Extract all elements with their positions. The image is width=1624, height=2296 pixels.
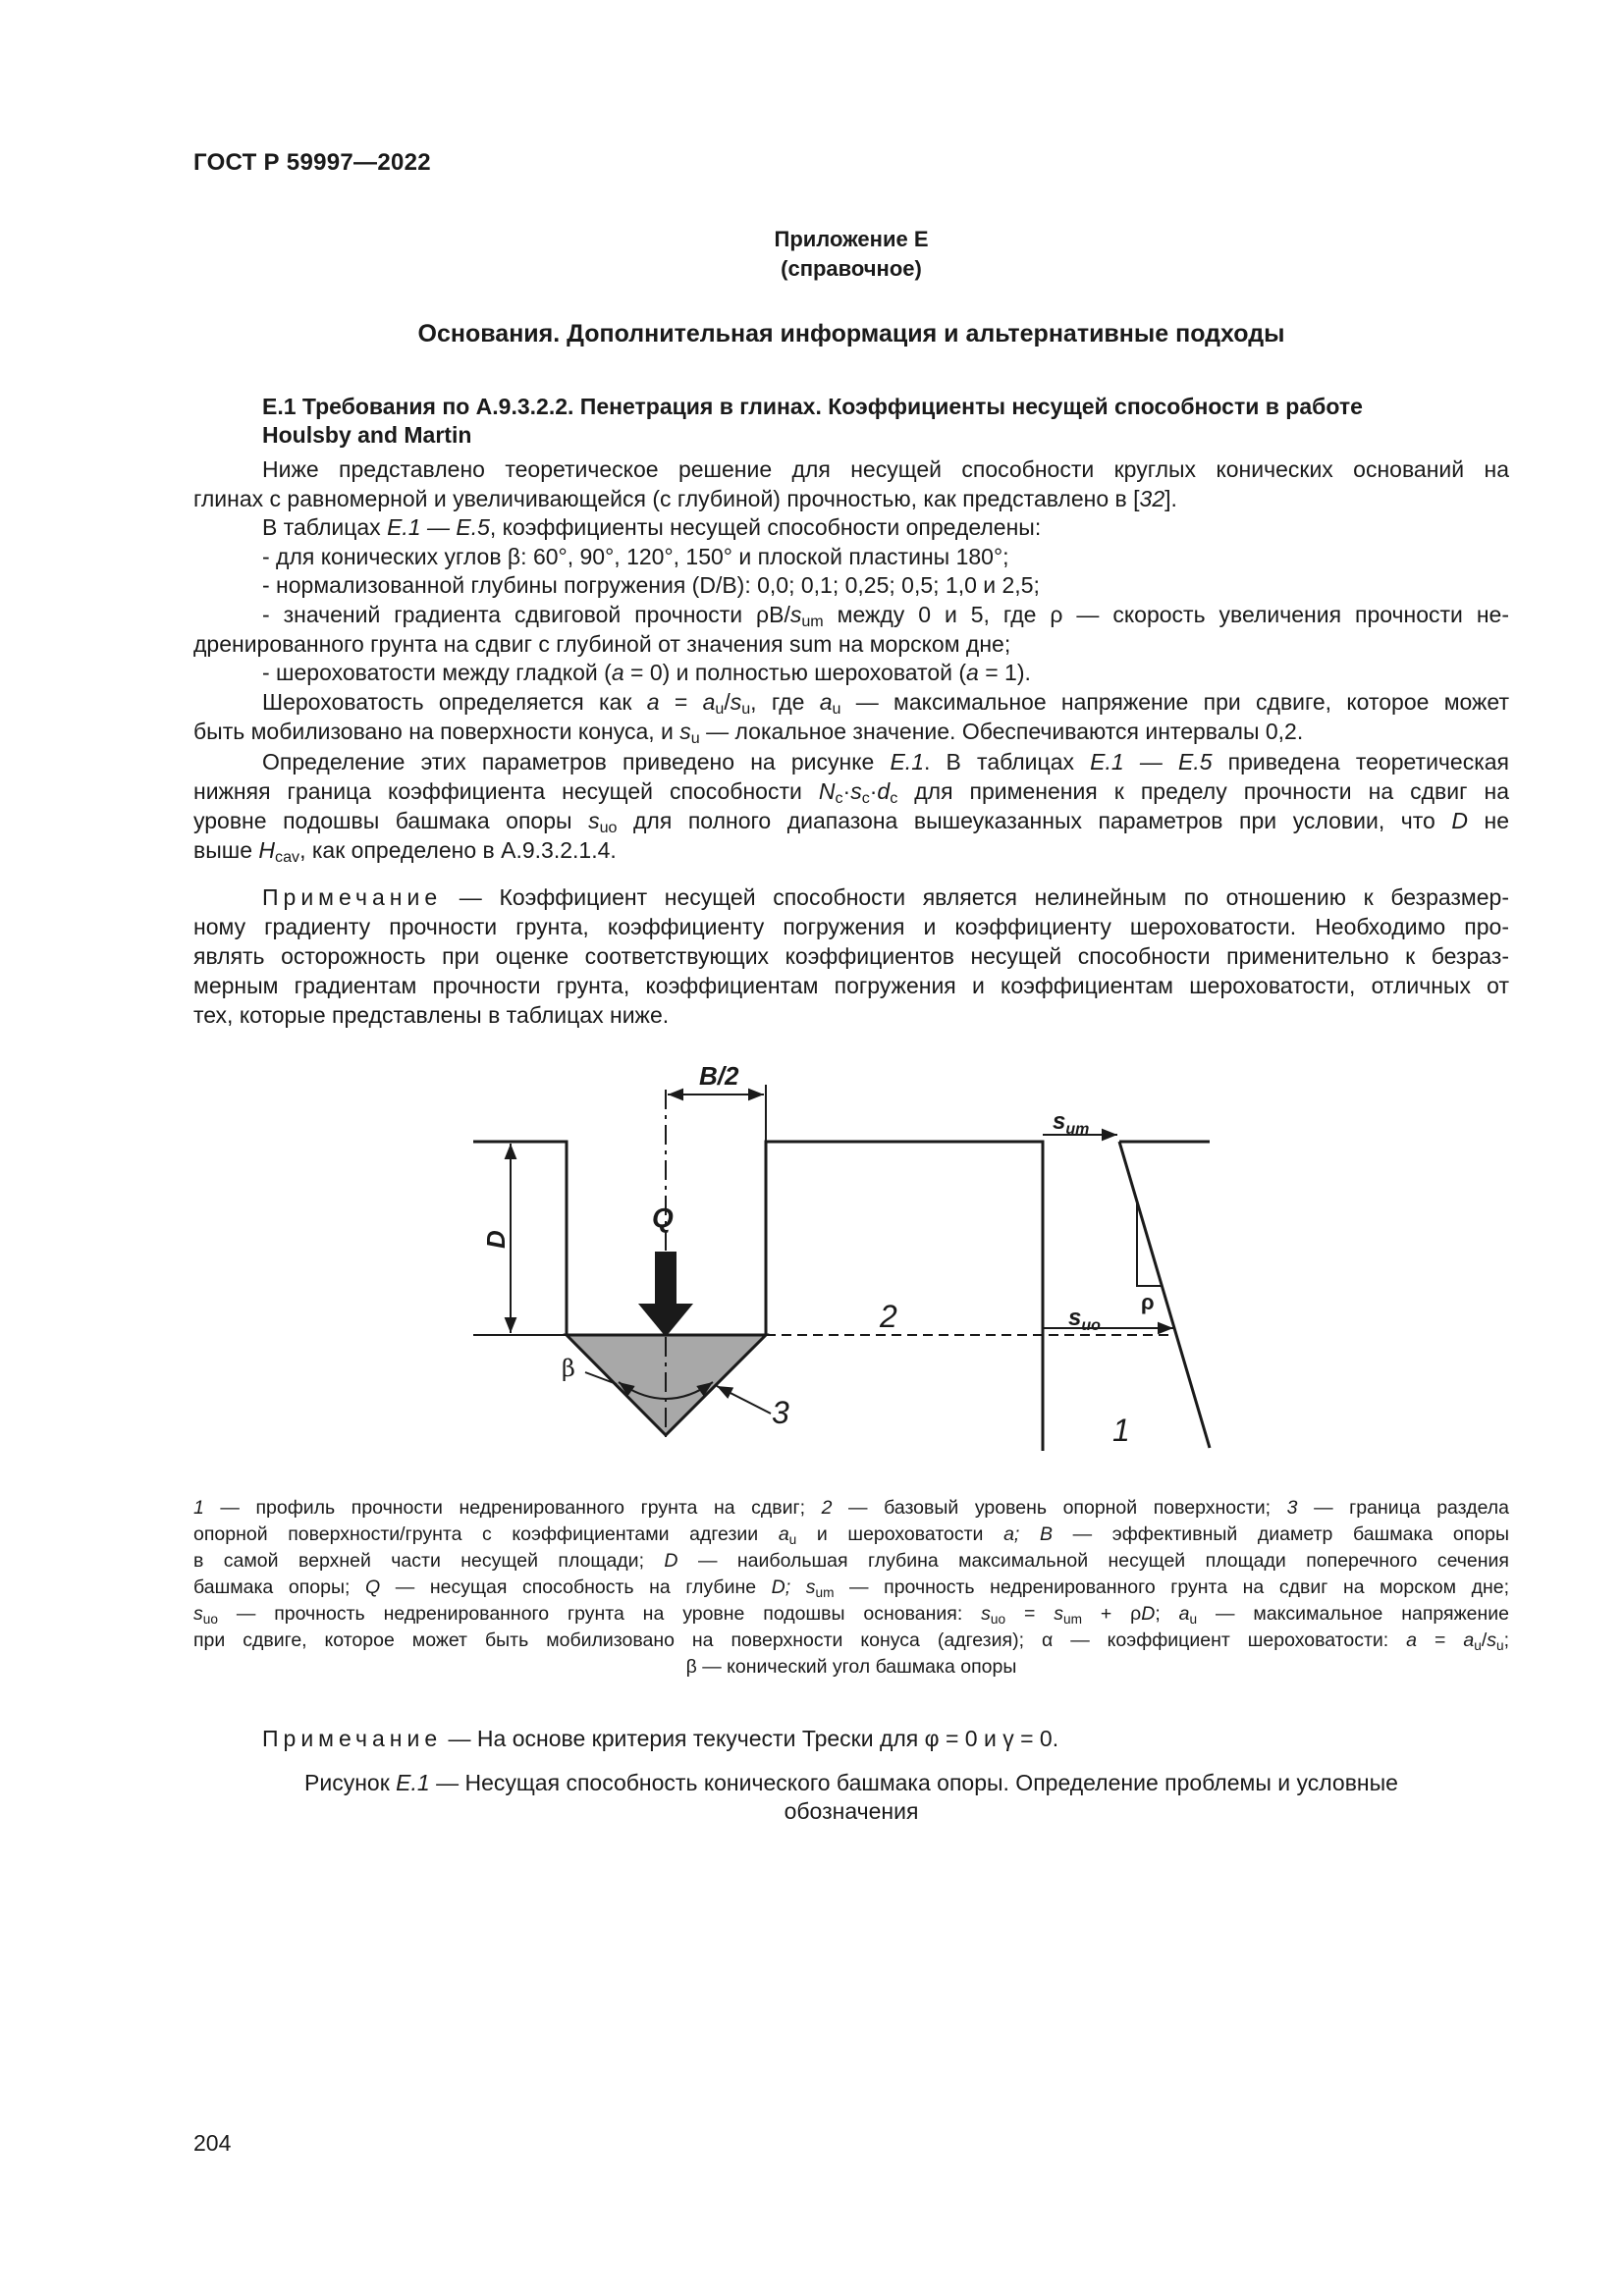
load-arrow-head [638,1304,693,1337]
paragraph-2: В таблицах Е.1 — Е.5, коэффициенты несущей способности определены: [262,514,1042,540]
definition-paragraph-line2: нижняя граница коэффициента несущей способности $N_c\cdot s_c\cdot d_c$ для применения к пределу прочности на сдвиг на [193,778,1509,807]
page-number: 204 [193,2130,232,2156]
definition-paragraph-line4: выше $H_{cav}$, как определено в А.9.3.2.1.4. [193,837,617,866]
strength-profile-line [1119,1142,1210,1448]
legend-line1: 1 — профиль прочности недренированного грунта на сдвиг; 2 — базовый уровень опорной поверхности; 3 — граница раздела [193,1497,1509,1519]
label-sum: $s_{um}$ [1053,1108,1090,1138]
label-beta: β [562,1355,575,1382]
annex-heading: Основания. Дополнительная информация и альтернативные подходы [417,320,1285,347]
paragraph-1-line1: Ниже представлено теоретическое решение для несущей способности круглых конических оснований на [262,456,1509,482]
section-title-line2: Houlsby and Martin [262,422,472,448]
note-1-line4: мерным градиентам прочности грунта, коэффициентам погружения и коэффициентам шероховатости, отличных от [193,973,1509,998]
legend-line3: в самой верхней части несущей площади; D — наибольшая глубина максимальной несущей площади поперечного сечения [193,1550,1509,1572]
note-1-line3: являть осторожность при оценке соответствующих коэффициентов несущей способности применительно к безраз- [193,943,1509,969]
paragraph-1-line2: глинах с равномерной и увеличивающейся (с глубиной) прочностью, как представлено в [32]. [193,486,1177,511]
document-header: ГОСТ Р 59997—2022 [193,149,431,176]
figure-caption-line2: обозначения [784,1798,919,1824]
label-2: 2 [880,1299,897,1334]
list-item-gradient-line1: - значений градиента сдвиговой прочности $\rho B/s_{um}$ между 0 и 5, где ρ — скорость увеличения прочности не- [262,602,1509,630]
note-2: Примечание — На основе критерия текучести Трески для φ = 0 и γ = 0. [262,1726,1059,1751]
label-q: Q [652,1202,674,1233]
list-item-gradient-line2: дренированного грунта на сдвиг с глубиной от значения sum на морском дне; [193,631,1011,657]
definition-paragraph-line3: уровне подошвы башмака опоры $s_{uo}$ для полного диапазона вышеуказанных параметров при условии, что D не [193,808,1509,836]
section-title-line1: Е.1 Требования по А.9.3.2.2. Пенетрация в глинах. Коэффициенты несущей способности в работе [262,394,1363,419]
legend-line7: β — конический угол башмака опоры [685,1656,1017,1678]
legend-line2: опорной поверхности/грунта с коэффициентами адгезии $a_u$ и шероховатости a; B — эффективный диаметр башмака опоры [193,1523,1509,1547]
label-1: 1 [1112,1413,1130,1448]
annex-status: (справочное) [781,256,922,281]
legend-line5: $s_{uo}$ — прочность недренированного грунта на уровне подошвы основания: $s_{uo} = s_{um} + \rho D$; $a_u$ — максимальное напряжение [193,1603,1509,1627]
note-1-line1: Примечание — Коэффициент несущей способности является нелинейным по отношению к безразмер- [262,884,1509,910]
list-item-roughness: - шероховатости между гладкой (a = 0) и полностью шероховатой (a = 1). [262,660,1031,685]
roughness-definition-line1: Шероховатость определяется как $a = a_u/s_u$, где $a_u$ — максимальное напряжение при сдвиге, которое может [262,689,1509,718]
interface-leader [717,1386,771,1414]
label-b2: B/2 [699,1061,739,1091]
figure-caption-line1: Рисунок Е.1 — Несущая способность конического башмака опоры. Определение проблемы и условные [304,1770,1398,1795]
definition-paragraph-line1: Определение этих параметров приведено на рисунке Е.1. В таблицах Е.1 — Е.5 приведена теоретическая [262,749,1509,774]
load-arrow-shaft [655,1252,677,1306]
list-item-depth: - нормализованной глубины погружения (D/B): 0,0; 0,1; 0,25; 0,5; 1,0 и 2,5; [262,572,1040,598]
label-3: 3 [772,1395,789,1430]
list-item-cone-angles: - для конических углов β: 60°, 90°, 120°, 150° и плоской пластины 180°; [262,544,1009,569]
roughness-definition-line2: быть мобилизовано на поверхности конуса, и $s_u$ — локальное значение. Обеспечиваются интервалы 0,2. [193,719,1304,747]
figure-cone-footing [0,1050,1624,1502]
seabed-right-and-wall [766,1142,1043,1451]
legend-line6: при сдвиге, которое может быть мобилизовано на поверхности конуса (адгезия); α — коэффициент шероховатости: $a = a_u/s_u$; [193,1629,1509,1653]
label-d: D [481,1230,511,1249]
label-suo: $s_{uo}$ [1068,1305,1101,1334]
note-1-line2: ному градиенту прочности грунта, коэффициенту погружения и коэффициенту шероховатости. Необходимо про- [193,914,1509,939]
legend-line4: башмака опоры; Q — несущая способность на глубине D; $s_{um}$ — прочность недренированного грунта на сдвиг на морском дне; [193,1576,1509,1600]
label-rho: ρ [1141,1290,1155,1314]
annex-title: Приложение Е [774,227,929,251]
note-1-line5: тех, которые представлены в таблицах ниже. [193,1002,670,1028]
